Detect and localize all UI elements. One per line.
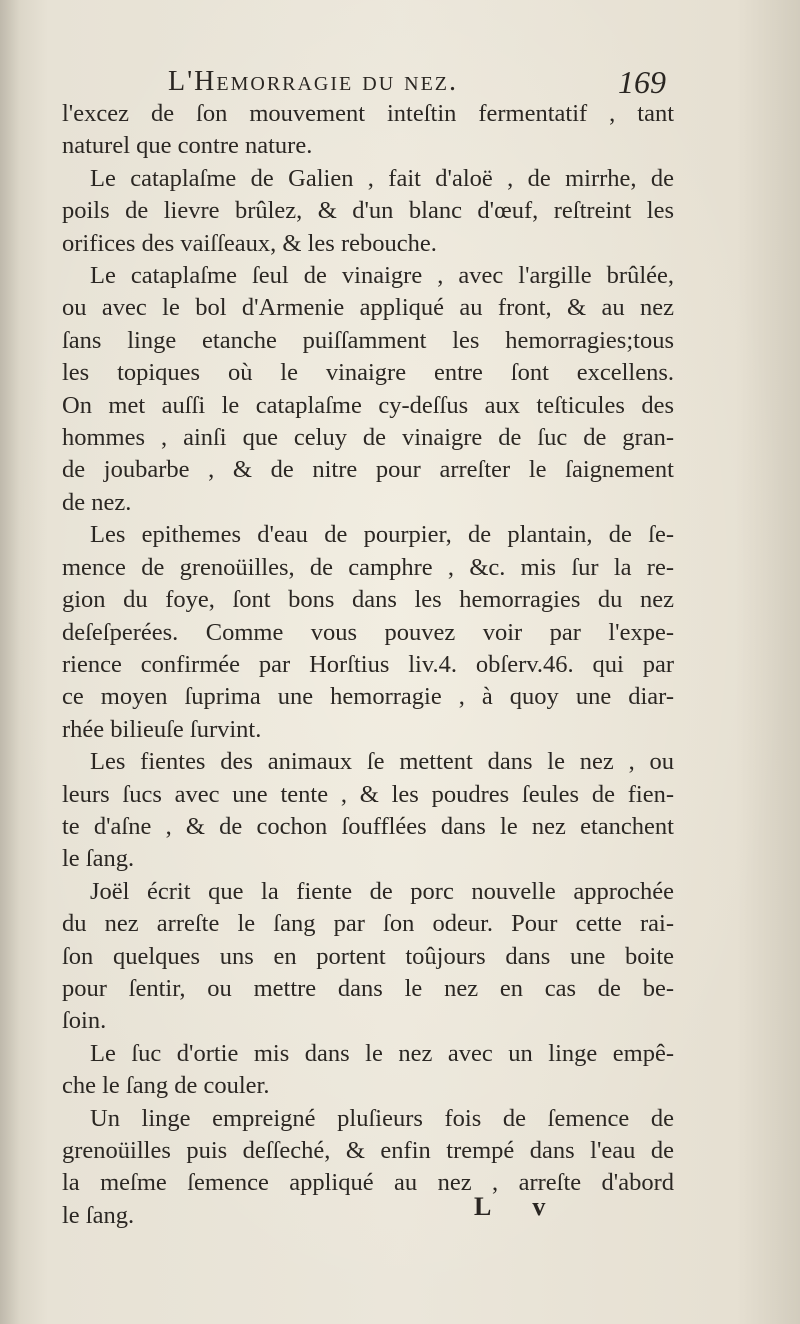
text-line: hommes , ainſi que celuy de vinaigre de ſuc de gran- [62, 424, 674, 452]
text-line: Les fientes des animaux ſe mettent dans le nez , ou [90, 748, 674, 776]
page-fold-shadow [0, 0, 20, 1324]
text-line: deſeſperées. Comme vous pouvez voir par l'expe- [62, 618, 674, 646]
signature-mark: L v [474, 1192, 564, 1221]
text-line: orifices des vaiſſeaux, & les rebouche. [62, 229, 437, 257]
text-line: Joël écrit que la fiente de porc nouvelle approchée [90, 877, 674, 905]
text-line: de nez. [62, 488, 132, 516]
body-text [62, 98, 674, 1232]
text-line: les topiques où le vinaigre entre ſont excellens. [62, 359, 674, 387]
text-line: che le ſang de couler. [62, 1072, 270, 1100]
text-line: Le cataplaſme ſeul de vinaigre , avec l'argille brûlée, [90, 262, 674, 290]
text-line: ou avec le bol d'Armenie appliqué au front, & au nez [62, 294, 674, 322]
text-line: rience confirmée par Horſtius liv.4. obſerv.46. qui par [62, 650, 674, 678]
text-line: On met auſſi le cataplaſme cy-deſſus aux teſticules des [62, 391, 674, 419]
text-line: l'excez de ſon mouvement inteſtin fermentatif , tant [62, 100, 674, 127]
text-line: poils de lievre brûlez, & d'un blanc d'œuf, reſtreint les [62, 197, 674, 225]
text-line: le ſang. [62, 1201, 135, 1229]
text-line: pour ſentir, ou mettre dans le nez en cas de be- [62, 974, 674, 1002]
text-line: te d'aſne , & de cochon ſoufflées dans le nez etanchent [62, 812, 674, 840]
text-line: mence de grenoüilles, de camphre , &c. mis ſur la re- [62, 553, 674, 581]
text-line: le ſang. [62, 845, 135, 873]
text-line: Les epithemes d'eau de pourpier, de plantain, de ſe- [90, 521, 674, 549]
text-line: Le cataplaſme de Galien , fait d'aloë , de mirrhe, de [90, 164, 674, 192]
text-line: ce moyen ſuprima une hemorragie , à quoy une diar- [62, 683, 674, 711]
text-line: gion du foye, ſont bons dans les hemorragies du nez [62, 586, 674, 614]
text-line: Le ſuc d'ortie mis dans le nez avec un linge empê- [90, 1039, 674, 1067]
text-line: Un linge empreigné pluſieurs fois de ſemence de [90, 1104, 674, 1132]
running-title: L'Hemorragie du nez. [168, 66, 459, 97]
text-line: ſoin. [62, 1007, 107, 1035]
text-line: leurs ſucs avec une tente , & les poudres ſeules de fien- [62, 780, 674, 808]
text-line: ſans linge etanche puiſſamment les hemorragies;tous [62, 326, 674, 354]
text-line: de joubarbe , & de nitre pour arreſter le ſaignement [62, 456, 674, 484]
text-line: naturel que contre nature. [62, 132, 313, 160]
text-line: ſon quelques uns en portent toûjours dans une boite [62, 942, 674, 970]
text-line: du nez arreſte le ſang par ſon odeur. Pour cette rai- [62, 910, 674, 938]
page-number: 169 [618, 64, 666, 100]
text-line: grenoüilles puis deſſeché, & enfin trempé dans l'eau de [62, 1137, 674, 1164]
text-line: rhée bilieuſe ſurvint. [62, 715, 262, 743]
text-line: la meſme ſemence appliqué au nez , arreſte d'abord [62, 1169, 674, 1197]
